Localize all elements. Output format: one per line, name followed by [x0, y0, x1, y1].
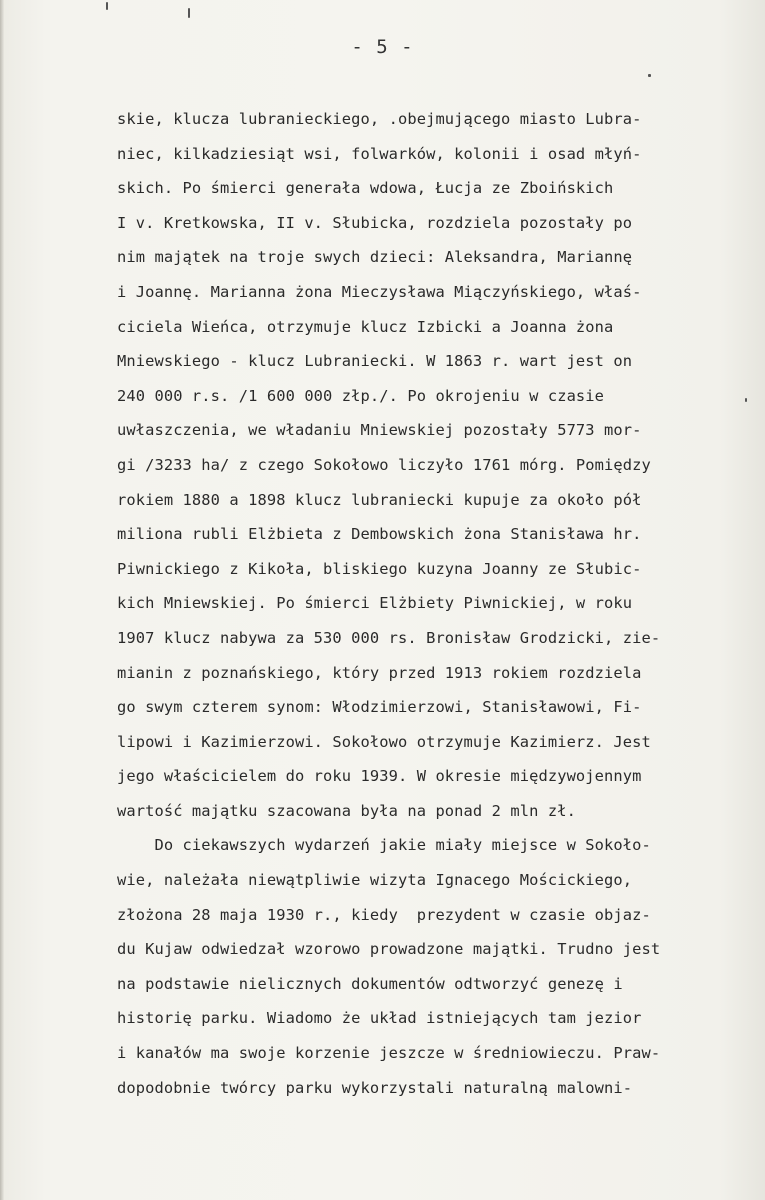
ink-speck: [106, 2, 108, 10]
text-line: i Joannę. Marianna żona Mieczysława Miączyńskiego, właś-: [117, 282, 642, 301]
text-line: na podstawie nielicznych dokumentów odtworzyć genezę i: [117, 974, 623, 993]
ink-speck: [745, 398, 747, 402]
text-line: ciciela Wieńca, otrzymuje klucz Izbicki a Joanna żona: [117, 317, 614, 336]
text-line: mianin z poznańskiego, który przed 1913 rokiem rozdziela: [117, 663, 642, 682]
text-line: I v. Kretkowska, II v. Słubicka, rozdziela pozostały po: [117, 213, 633, 232]
text-line: wie, należała niewątpliwie wizyta Ignacego Mościckiego,: [117, 871, 633, 890]
text-line: i kanałów ma swoje korzenie jeszcze w średniowieczu. Praw-: [117, 1044, 661, 1063]
text-line: du Kujaw odwiedzał wzorowo prowadzone majątki. Trudno jest: [117, 940, 661, 959]
ink-speck: [188, 8, 190, 18]
body-text: [117, 102, 732, 1105]
text-line: skie, klucza lubranieckiego, .obejmującego miasto Lubra-: [117, 110, 642, 128]
text-line: rokiem 1880 a 1898 klucz lubraniecki kupuje za około pół: [117, 490, 642, 509]
text-line: Mniewskiego - klucz Lubraniecki. W 1863 r. wart jest on: [117, 352, 633, 371]
text-line: Do ciekawszych wydarzeń jakie miały miejsce w Sokoło-: [117, 836, 651, 855]
text-line: dopodobnie twórcy parku wykorzystali naturalną malowni-: [117, 1078, 633, 1097]
text-line: go swym czterem synom: Włodzimierzowi, Stanisławowi, Fi-: [117, 698, 642, 717]
text-line: skich. Po śmierci generała wdowa, Łucja ze Zboińskich: [117, 179, 614, 198]
page-number: - 5 -: [351, 36, 414, 58]
text-line: miliona rubli Elżbieta z Dembowskich żona Stanisława hr.: [117, 525, 642, 544]
text-line: gi /3233 ha/ z czego Sokołowo liczyło 1761 mórg. Pomiędzy: [117, 455, 651, 474]
text-line: uwłaszczenia, we władaniu Mniewskiej pozostały 5773 mor-: [117, 421, 642, 440]
text-line: historię parku. Wiadomo że układ istniejących tam jezior: [117, 1009, 642, 1028]
text-line: nim majątek na troje swych dzieci: Aleksandra, Mariannę: [117, 248, 633, 267]
page-left-edge: [0, 0, 4, 1200]
text-line: wartość majątku szacowana była na ponad 2 mln zł.: [117, 801, 576, 820]
text-line: złożona 28 maja 1930 r., kiedy prezydent w czasie objaz-: [117, 905, 651, 924]
text-line: lipowi i Kazimierzowi. Sokołowo otrzymuje Kazimierz. Jest: [117, 732, 651, 751]
text-line: jego właścicielem do roku 1939. W okresie międzywojennym: [117, 767, 642, 786]
text-line: 240 000 r.s. /1 600 000 złp./. Po okrojeniu w czasie: [117, 386, 605, 405]
text-line: 1907 klucz nabywa za 530 000 rs. Bronisław Grodzicki, zie-: [117, 628, 661, 647]
text-line: kich Mniewskiej. Po śmierci Elżbiety Piwnickiej, w roku: [117, 594, 633, 613]
text-line: Piwnickiego z Kikoła, bliskiego kuzyna Joanny ze Słubic-: [117, 559, 642, 578]
ink-speck: [648, 74, 651, 77]
text-line: niec, kilkadziesiąt wsi, folwarków, kolonii i osad młyń-: [117, 144, 642, 163]
